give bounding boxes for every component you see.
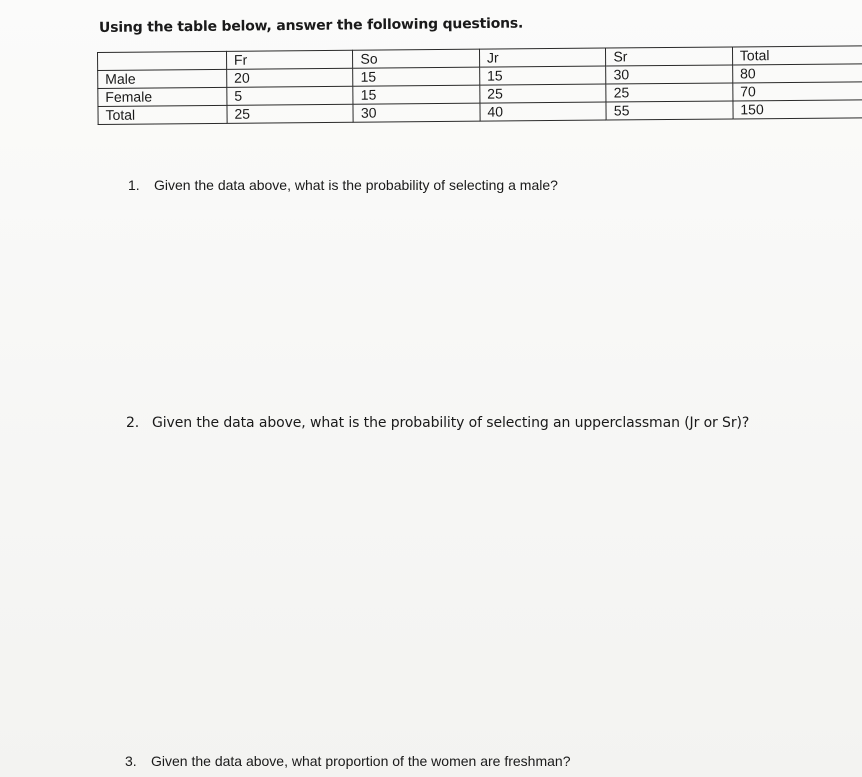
question-text: Given the data above, what is the probability of selecting an upperclassman (Jr or Sr)? [152,415,750,431]
question-3 [125,753,570,769]
question-number: 3. [125,753,137,769]
row-label: Female [98,87,227,106]
question-text: Given the data above, what proportion of the women are freshman? [151,753,571,769]
table-header-jr: Jr [479,48,606,67]
table-cell: 55 [606,101,733,120]
row-label: Total [98,105,227,124]
class-gender-table [97,45,862,125]
table-cell: 5 [227,86,354,105]
table-cell-total: 70 [733,82,862,101]
table-header-total: Total [732,46,862,65]
table-cell: 20 [227,68,354,87]
table-cell: 25 [606,83,733,102]
question-1 [128,177,558,193]
table-cell: 30 [353,103,480,122]
question-number: 2. [126,415,140,431]
table-cell: 15 [480,66,607,85]
table-cell-total: 80 [732,64,862,83]
table-header-corner [98,51,227,70]
table-header-fr: Fr [226,50,353,69]
instructions-heading: Using the table below, answer the following questions. [98,15,524,36]
table-cell: 15 [353,85,480,104]
question-2 [126,415,749,431]
table-cell: 25 [480,84,607,103]
table-cell: 40 [480,102,607,121]
table-cell: 30 [606,65,733,84]
table-cell: 25 [227,104,354,123]
table-header-sr: Sr [606,47,733,66]
table-cell: 15 [353,67,480,86]
question-number: 1. [128,177,140,193]
table-cell-total: 150 [733,100,862,119]
data-table-container [97,45,862,140]
question-text: Given the data above, what is the probability of selecting a male? [154,177,558,193]
table-header-so: So [353,49,480,68]
row-label: Male [98,69,227,88]
